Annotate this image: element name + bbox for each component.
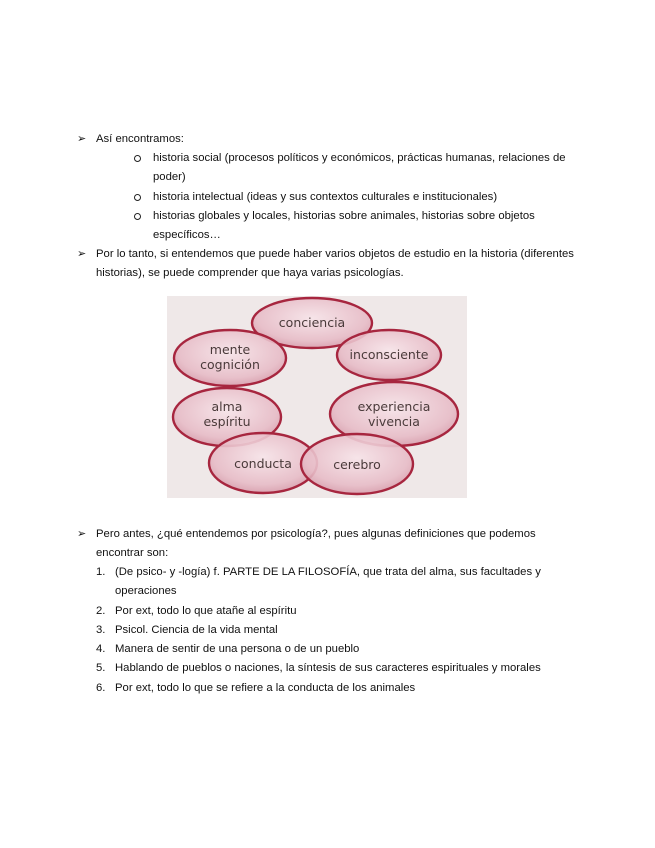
list-item-text: Por ext, todo lo que se refiere a la conducta de los animales	[115, 681, 416, 694]
list-item	[96, 563, 576, 602]
list-item	[96, 602, 576, 621]
intro-item	[77, 130, 577, 149]
list-number: 3.	[96, 623, 106, 636]
label-conciencia: conciencia	[278, 315, 346, 330]
label-espiritu: espíritu	[203, 414, 251, 429]
circle-bullet-icon	[134, 194, 141, 201]
label-inconsciente: inconsciente	[349, 347, 429, 362]
list-item-text: Psicol. Ciencia de la vida mental	[115, 623, 278, 636]
paragraph-text: Pero antes, ¿qué entendemos por psicología?, pues algunas definiciones que podemos encontrar son:	[96, 528, 536, 560]
circle-bullet-icon	[134, 213, 141, 220]
label-conducta: conducta	[234, 456, 292, 471]
list-number: 2.	[96, 604, 106, 617]
list-item-text: Manera de sentir de una persona o de un pueblo	[115, 643, 360, 656]
arrow-bullet-icon: ➢	[77, 248, 87, 260]
label-cerebro: cerebro	[333, 457, 381, 472]
list-item	[134, 188, 574, 207]
list-item-text: historia social (procesos políticos y económicos, prácticas humanas, relaciones de poder)	[153, 152, 566, 184]
history-types-list	[134, 149, 574, 245]
list-item-text: Hablando de pueblos o naciones, la síntesis de sus caracteres espirituales y morales	[115, 662, 541, 675]
label-alma: alma	[211, 399, 243, 414]
list-item	[134, 149, 574, 188]
paragraph-text: Por lo tanto, si entendemos que puede haber varios objetos de estudio en la historia (diferentes historias), se puede comprender que haya varias psicologías.	[96, 248, 574, 280]
arrow-bullet-icon: ➢	[77, 133, 87, 145]
label-experiencia: experiencia	[357, 399, 431, 414]
list-item	[134, 207, 574, 246]
label-mente: mente	[209, 342, 251, 357]
list-number: 5.	[96, 662, 106, 675]
list-item	[96, 679, 576, 698]
list-item	[96, 640, 576, 659]
list-item	[96, 621, 576, 640]
list-number: 1.	[96, 566, 106, 578]
circle-bullet-icon	[134, 155, 141, 162]
list-number: 4.	[96, 643, 106, 656]
list-item	[96, 659, 576, 678]
psychology-objects-diagram	[167, 296, 467, 498]
paragraph-psychologies	[77, 245, 577, 284]
list-item-text: historias globales y locales, historias sobre animales, historias sobre objetos específicos…	[153, 209, 535, 242]
list-item-text: Por ext, todo lo que atañe al espíritu	[115, 604, 297, 617]
label-cognicion: cognición	[200, 357, 260, 372]
paragraph-definitions-intro	[77, 525, 577, 564]
arrow-bullet-icon: ➢	[77, 528, 87, 540]
label-vivencia: vivencia	[368, 414, 420, 429]
list-item-text: historia intelectual (ideas y sus contextos culturales e institucionales)	[153, 190, 498, 203]
intro-text: Así encontramos:	[96, 133, 184, 145]
list-number: 6.	[96, 681, 106, 694]
definitions-list	[96, 563, 576, 698]
list-item-text: (De psico- y -logía) f. PARTE DE LA FILOSOFÍA, que trata del alma, sus facultades y operaciones	[115, 566, 541, 598]
